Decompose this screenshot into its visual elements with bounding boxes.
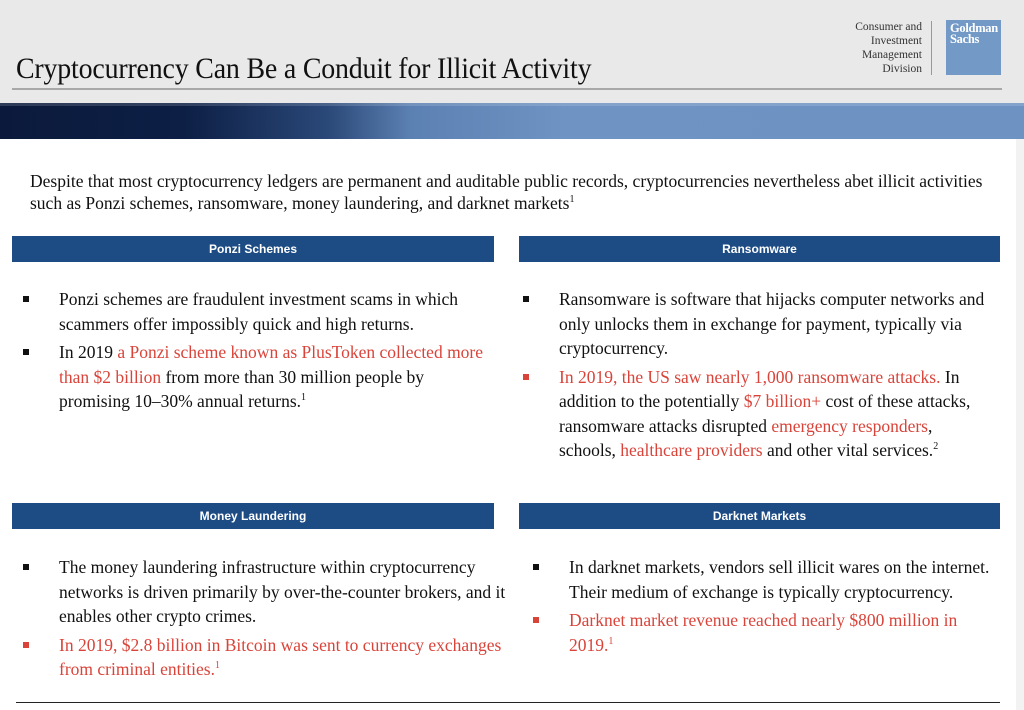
highlight-text: emergency responders [771, 415, 928, 436]
list-item [12, 633, 507, 682]
slide-header [0, 0, 1024, 103]
page-edge [1016, 139, 1024, 710]
bullet-icon [23, 349, 29, 355]
bullet-icon [533, 564, 539, 570]
bullet-icon [523, 374, 529, 380]
division-line: Investment [870, 35, 922, 47]
darknet-bullets [522, 555, 997, 661]
footnote-ref: 1 [608, 635, 614, 647]
footnote-ref: 2 [933, 441, 939, 453]
bullet-text: Ransomware is software that hijacks computer networks and only unlocks them in exchange for payment, typically via cryptocurrency. [559, 289, 985, 358]
bullet-text: Ponzi schemes are fraudulent investment scams in which scammers offer impossibly quick and high returns. [59, 289, 458, 334]
footnote-ref: 1 [215, 660, 220, 672]
section-header-ransomware: Ransomware [519, 236, 1000, 262]
highlight-text: $7 billion+ [743, 391, 822, 411]
division-label [802, 20, 922, 76]
bullet-icon [23, 642, 29, 648]
ponzi-bullets [12, 287, 492, 418]
bullet-icon [23, 564, 29, 570]
section-header-ponzi: Ponzi Schemes [12, 236, 494, 262]
bullet-text: In darknet markets, vendors sell illicit wares on the internet. Their medium of exchange is typically cryptocurrency. [569, 557, 990, 602]
logo-line: Sachs [950, 32, 980, 46]
footnote-ref: 1 [301, 392, 307, 404]
bullet-icon [23, 296, 29, 302]
bullet-text: The money laundering infrastructure within cryptocurrency networks is driven primarily by over-the-counter brokers, and it enables other crypto crimes. [59, 557, 506, 626]
highlight-text: healthcare providers [620, 440, 763, 460]
bullet-text: In 2019 [59, 342, 118, 362]
logo-line: Goldman [950, 21, 998, 35]
division-line: Consumer and [855, 21, 922, 33]
section-header-darknet-markets: Darknet Markets [519, 503, 1000, 529]
bullet-icon [533, 617, 539, 623]
bullet-text: from more than 30 million people by promising 10–30% annual returns. [59, 366, 425, 411]
list-item [522, 608, 997, 657]
bullet-text: In addition to the potentially [559, 366, 960, 411]
list-item [12, 287, 492, 336]
section-header-money-laundering: Money Laundering [12, 503, 494, 529]
list-item [512, 287, 992, 361]
footer-rule [16, 702, 1000, 703]
bullet-text: and other vital services. [762, 440, 934, 460]
title-underline [12, 88, 1002, 90]
list-item [512, 365, 992, 463]
bullet-icon [523, 296, 529, 302]
list-item [12, 555, 507, 629]
footnote-ref: 1 [569, 194, 575, 206]
highlight-text: In 2019, $2.8 billion in Bitcoin was sent to currency exchanges from criminal entities. [59, 634, 502, 679]
bullet-text: , schools, [559, 415, 933, 460]
header-divider [931, 21, 932, 75]
highlight-text: Darknet market revenue reached nearly $800 million in 2019. [569, 610, 958, 655]
highlight-text: In 2019, the US saw nearly 1,000 ransomware attacks. [559, 366, 941, 387]
header-gradient-band [0, 103, 1024, 139]
slide-title: Cryptocurrency Can Be a Conduit for Illicit Activity [16, 52, 592, 85]
highlight-text: a Ponzi scheme known as PlusToken collected more than $2 billion [59, 342, 484, 387]
list-item [12, 340, 492, 414]
list-item [522, 555, 997, 604]
laundering-bullets [12, 555, 507, 686]
intro-paragraph [30, 170, 1005, 214]
division-line: Management [861, 49, 922, 61]
goldman-sachs-logo [946, 20, 1001, 75]
division-line: Division [882, 63, 922, 75]
intro-text: Despite that most cryptocurrency ledgers are permanent and auditable public records, cryptocurrencies nevertheless abet illicit activities such as Ponzi schemes, ransomware, money laundering, and darknet markets [30, 171, 983, 213]
ransomware-bullets [512, 287, 992, 467]
bullet-text: cost of these attacks, ransomware attacks disrupted [559, 391, 971, 436]
